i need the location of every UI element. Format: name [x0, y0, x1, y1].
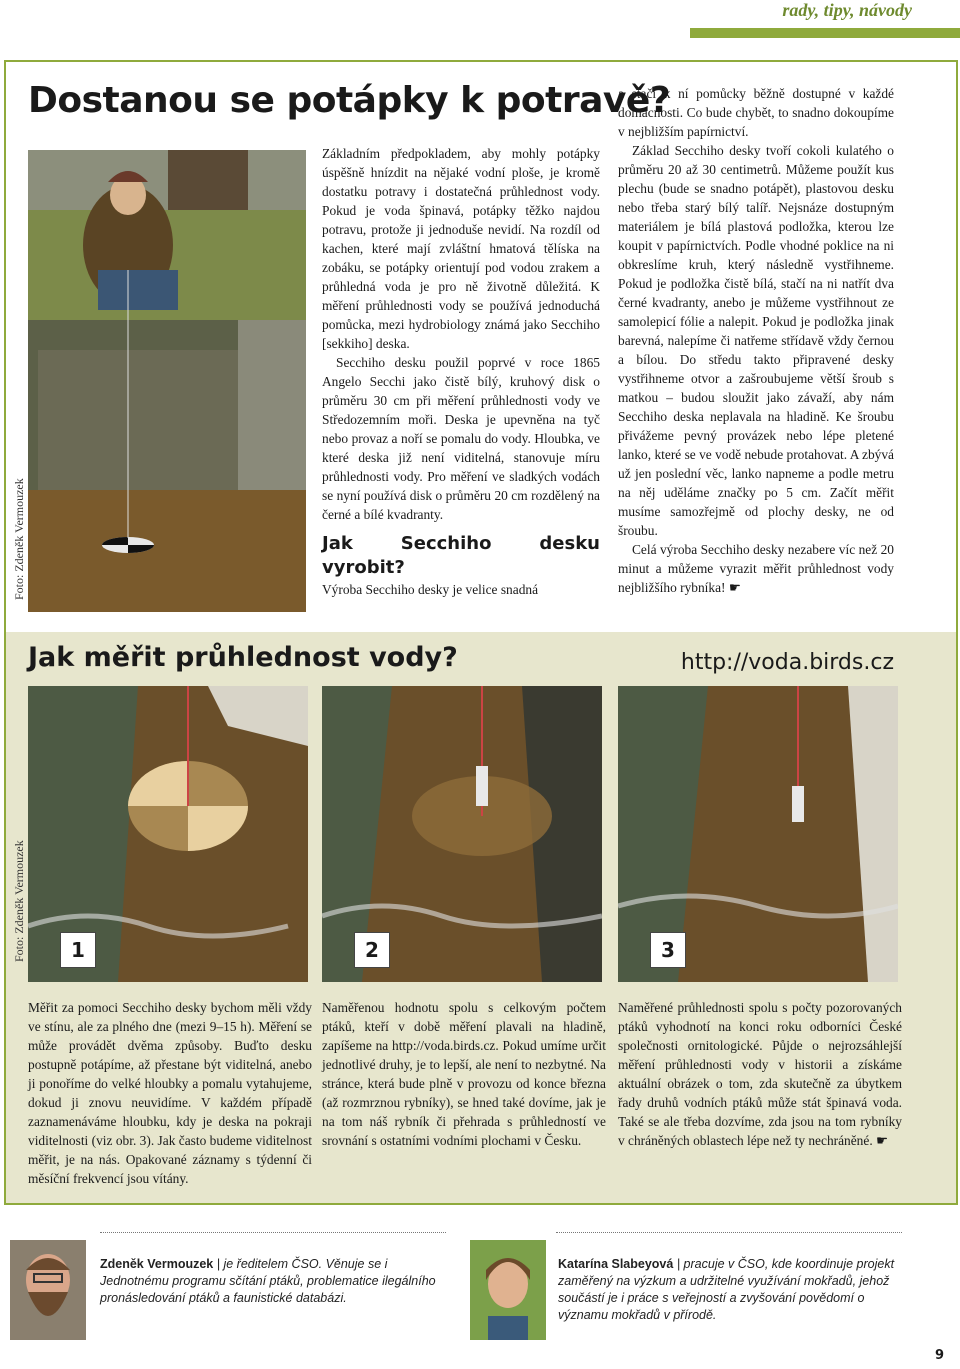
subheading: Jak Secchiho desku vyrobit?	[322, 533, 600, 578]
photo-step-1	[28, 686, 308, 982]
author-name: Zdeněk Vermouzek	[100, 1257, 214, 1271]
header-bar	[690, 28, 960, 38]
photo-secchi-disk-measurement	[28, 150, 306, 612]
bottom-column-1: Měřit za pomoci Secchiho desky bychom měli vždy ve stínu, ale za plného dne (mezi 9–15 h). Měření se může provádět dvěma způsoby. Buďto desku postupně potápíme, až přestane být viditelná, anebo ji ponoříme do velké hloubky a pomalu vytahujeme, dokud ji znovu neuvidíme. V každém případě zaznamenáváme hloubku, kdy je deska na pokraji viditelnosti (viz obr. 3). Jak často budeme viditelnost měřit, je na nás. Opakované záznamy s týdenní či měsíční frekvencí jsou vítány.	[28, 1000, 312, 1186]
website-url: http://voda.birds.cz	[680, 650, 894, 675]
bottom-column-2: Naměřenou hodnotu spolu s celkovým počtem ptáků, kteří v době měření plavali na hladině, zapíšeme na http://voda.birds.cz. Pokud umíme určit jednotlivé druhy, je to lepší, ale není to nezbytné. Na stránce, která bude plně v provozu od konce března (až rozmrznou rybníky), se hned také dovíme, jak je na tom náš rybník či přehrada s průhledností ve srovnání s ostatními vodními plochami v Česku.	[322, 1000, 606, 1148]
paragraph: Výroba Secchiho desky je velice snadná	[322, 582, 539, 597]
page-number: 9	[934, 1348, 944, 1363]
photo-credit-top: Foto: Zdeněk Vermouzek	[12, 478, 26, 600]
author-divider	[100, 1232, 446, 1233]
author-divider	[556, 1232, 902, 1233]
paragraph: Základ Secchiho desky tvoří cokoli kulatého o průměru 20 až 30 centimetrů. Můžeme použít kus plechu (bude se snadno potápět), plastovou desku nebo třeba starý bílý talíř. Nejsnáze dostupným materiálem je bílá plastová podložka, kterou lze koupit v papírnictvích. Podle vhodné poklice na ni obkreslíme kruh, který následně vystřihneme. Pokud je podložka čistě bílá, stačí na ni natřít dva černé kvadranty, anebo je můžeme vystřihnout ze samolepicí fólie a nalepit. Pokud je podložka jinak barevná, nalepíme či natřeme střídavě vždy černou a bílou. Do středu takto připravené desky vystřihneme otvor a zašroubujeme větší šroub s matkou – budou sloužit jako závaží, aby nám Secchiho deska neplavala na hladině. Ke šroubu přivážeme pevný provázek nebo lépe pletené lanko, které se ve vodě nebude protahovat. A zbývá už jen poslední věc, lanko napneme a podle metru na něj uděláme značky po 5 cm. Začít měřit musíme samozřejmě od plochy desky, ne od šroubu.	[618, 143, 894, 538]
paragraph: Secchiho desku použil poprvé v roce 1865 Angelo Secchi jako čistě bílý, kruhový disk o průměru 30 cm při měření průhlednosti vody ve Středozemním moři. Deska je upevněna na tyč nebo provaz a noří se pomalu do vody. Hloubka, ve které deska již není viditelná, stanovuje míru průhlednosti vody. Pro měření ve sladkých vodách se nyní používá disk o průměru 20 cm rozdělený na černé a bílé kvadranty.	[322, 355, 600, 522]
section-title: Jak měřit průhlednost vody?	[28, 642, 458, 673]
photo-step-3	[618, 686, 898, 982]
section-tag: rady, tipy, návody	[782, 0, 912, 20]
article-title: Dostanou se potápky k potravě?	[28, 80, 671, 121]
photo-credit-bottom: Foto: Zdeněk Vermouzek	[12, 840, 26, 962]
author-bio-vermouzek: Zdeněk Vermouzek | je ředitelem ČSO. Věnuje se i Jednotnému programu sčítání ptáků, problematice ilegálního pronásledování ptáků a faunistické databázi.	[100, 1257, 436, 1305]
article-column-2	[618, 84, 894, 597]
bottom-column-3: Naměřené průhlednosti spolu s počty pozorovaných ptáků vyhodnotí na konci roku odborníci České společnosti ornitologické. Půjde o nejrozsáhlejší měření průhlednosti vody v historii a získáme aktuální obrázek o tom, zda skutečně za úbytkem řady druhů vodních ptáků může stát špinavá voda. Také se ale třeba dozvíme, zda jsou na tom rybníky v chráněných oblastech lépe než ty nechráněné. ☛	[618, 1000, 902, 1148]
photo-step-2	[322, 686, 602, 982]
step-number: 3	[650, 932, 686, 968]
step-number: 2	[354, 932, 390, 968]
author-photo-slabeyova	[470, 1240, 546, 1344]
article-column-1	[322, 144, 600, 599]
paragraph: Základním předpokladem, aby mohly potápky úspěšně hnízdit na nějaké vodní ploše, je kromě dostatku potravy i dostatečná průhlednost vody. Pokud je voda špinavá, potápky těžko najdou potravu, protože ji jednoduše nevidí. Na rozdíl od kachen, které mají zvláštní hmatová tělíska na zobáku, se potápky orientují pod vodou zrakem a průhledná voda je pro ně životně důležitá. K měření průhlednosti vody se používá jednoduchá pomůcka, mezi hydrobiology známá jako Secchiho [sekkiho] deska.	[322, 146, 600, 351]
author-bio-slabeyova: Katarína Slabeyová | pracuje v ČSO, kde koordinuje projekt zaměřený na výzkum a udržitelné využívání mokřadů, jehož součástí je i práce s veřejností a zvyšování povědomí o významu mokřadů v přírodě.	[558, 1257, 895, 1322]
step-number: 1	[60, 932, 96, 968]
author-photo-vermouzek	[10, 1240, 86, 1344]
paragraph: a stačí k ní pomůcky běžně dostupné v každé domácnosti. Co bude chybět, to snadno dokoupíme v nejbližším papírnictví.	[618, 86, 894, 139]
author-name: Katarína Slabeyová	[558, 1257, 674, 1271]
author-bio: pracuje v ČSO, kde koordinuje projekt zaměřený na výzkum a udržitelné využívání mokřadů, jehož součástí je i práce s veřejností a zvyšování povědomí o významu mokřadů v přírodě.	[558, 1257, 895, 1322]
paragraph: Celá výroba Secchiho desky nezabere víc než 20 minut a můžeme vyrazit měřit průhlednost vody nejbližšího rybníka! ☛	[618, 542, 894, 595]
author-bio: je ředitelem ČSO. Věnuje se i Jednotnému programu sčítání ptáků, problematice ilegálního pronásledování ptáků a faunistické databázi.	[100, 1257, 436, 1305]
